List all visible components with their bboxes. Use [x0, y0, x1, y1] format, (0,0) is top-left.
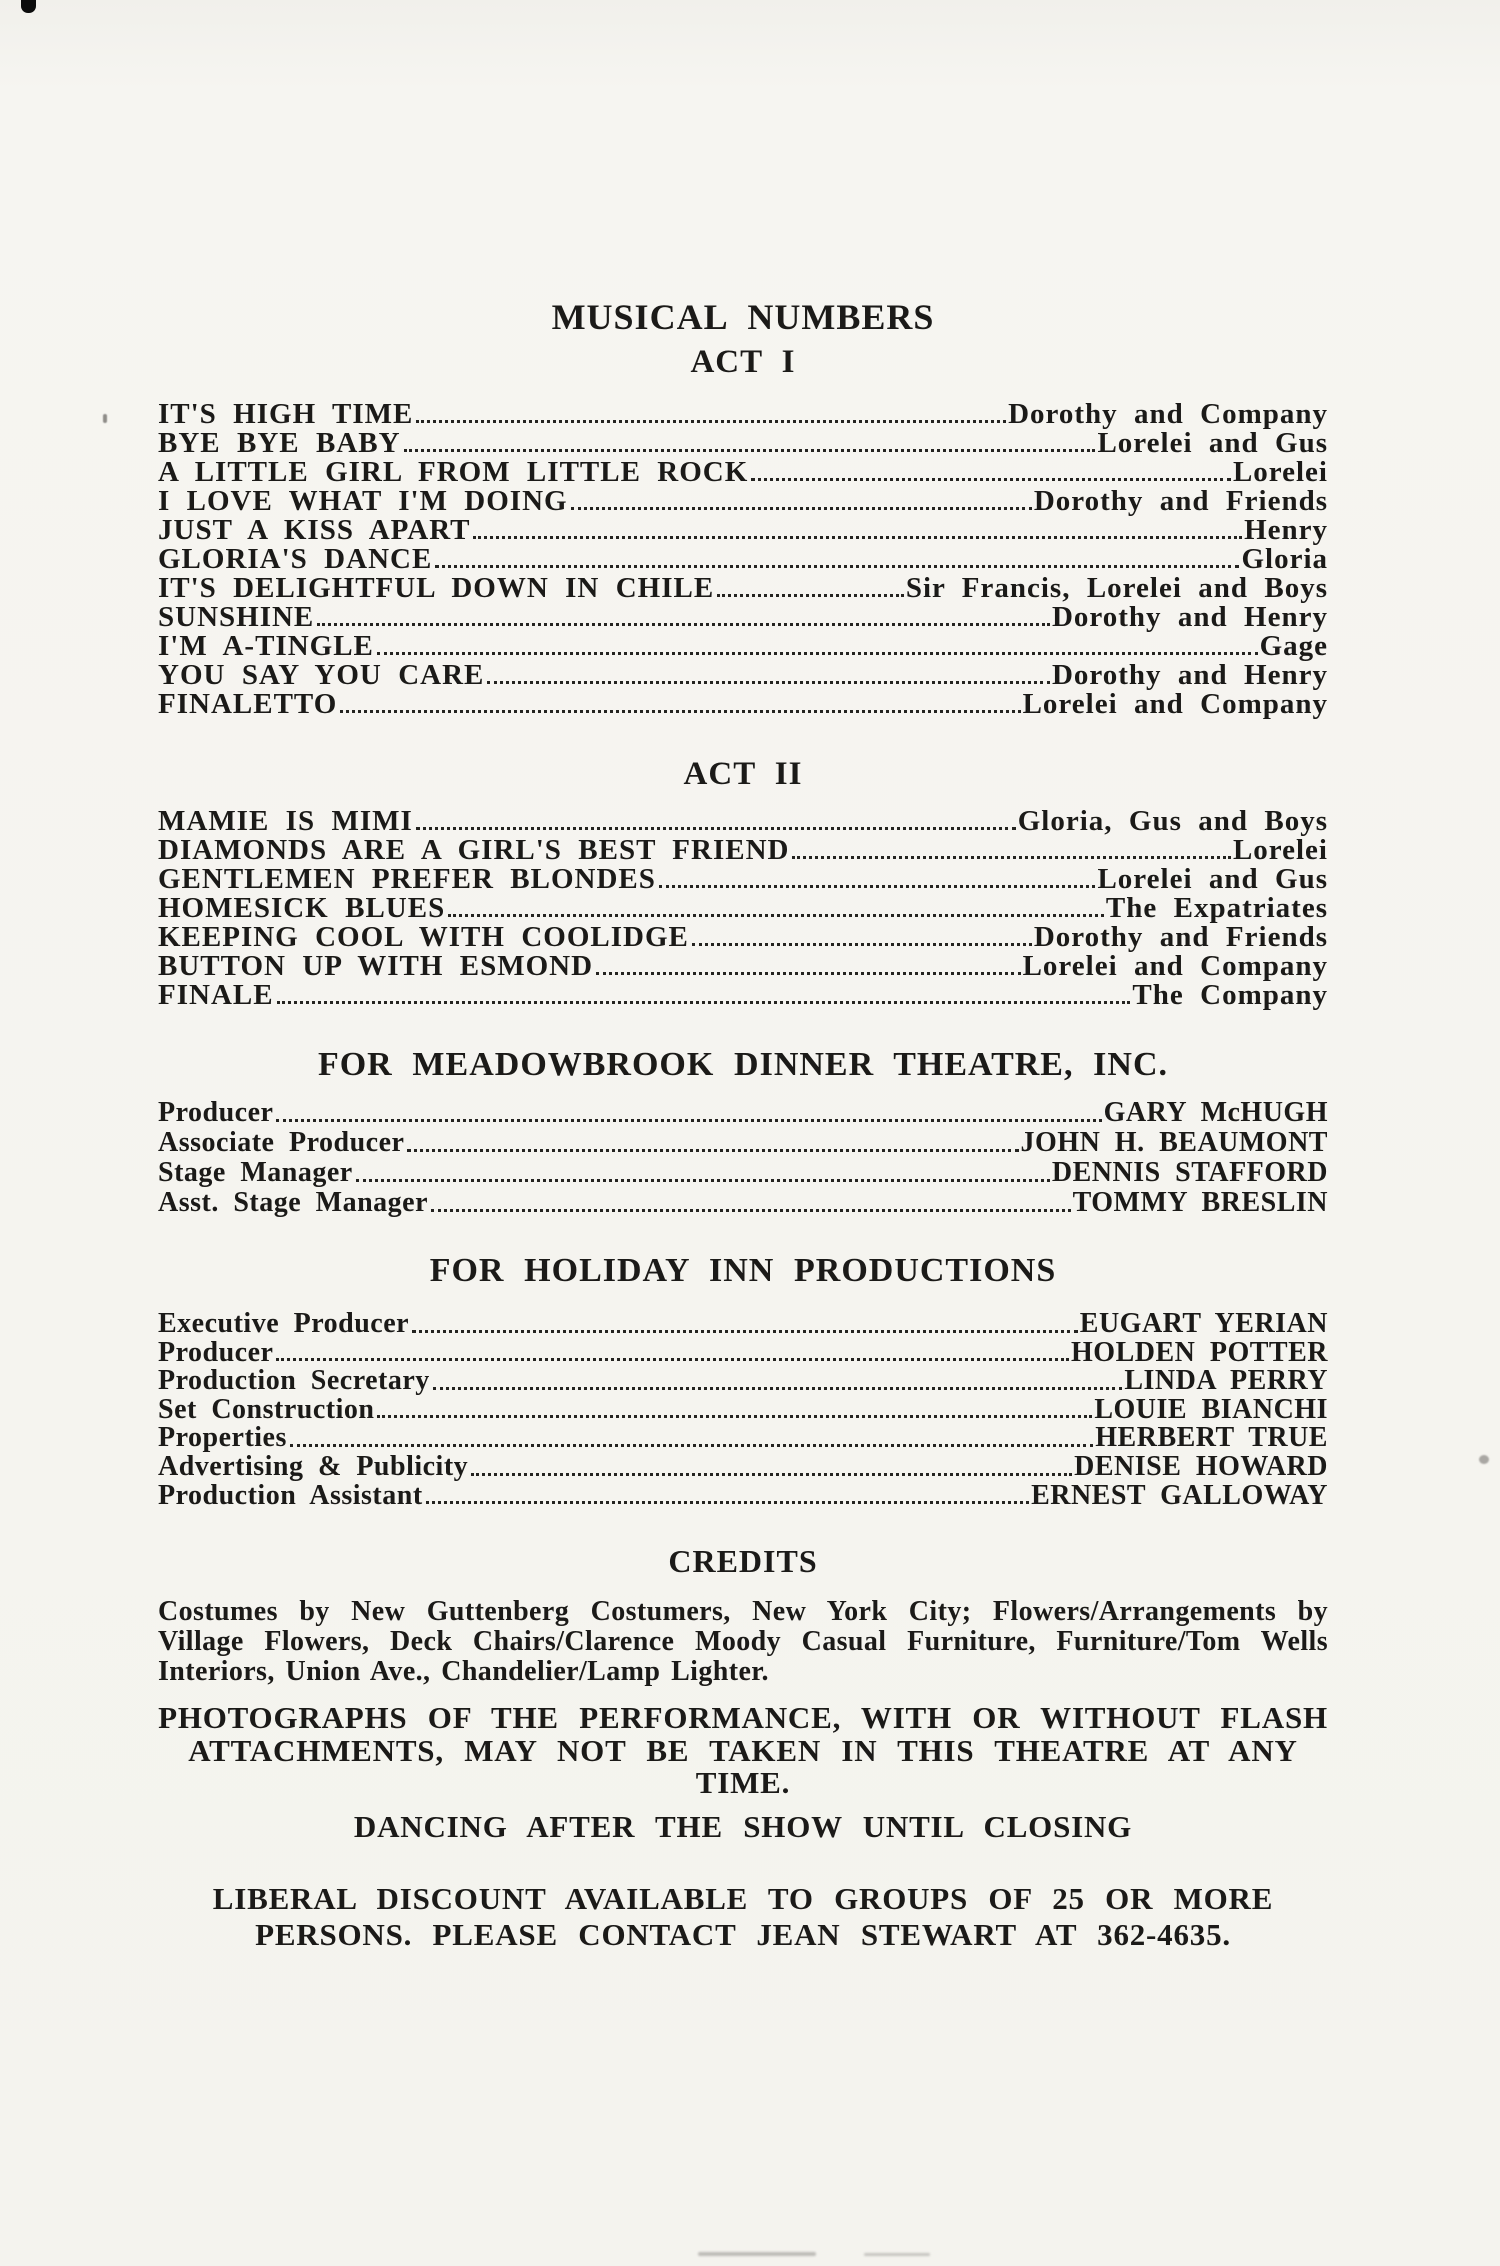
dot-leader — [448, 914, 1104, 917]
dot-leader — [792, 856, 1230, 859]
song-credit: Dorothy and Friends — [1033, 921, 1328, 953]
role-row — [158, 1128, 1328, 1158]
photography-notice-line: PHOTOGRAPHS OF THE PERFORMANCE, WITH OR WITHOUT FLASH — [158, 1700, 1328, 1735]
song-credit: The Company — [1132, 979, 1328, 1011]
photography-notice — [158, 1702, 1328, 1800]
role-row — [158, 1158, 1328, 1188]
role-name: JOHN H. BEAUMONT — [1020, 1127, 1328, 1158]
dot-leader — [317, 623, 1050, 626]
act1-heading: ACT I — [690, 344, 796, 380]
act2-heading: ACT II — [683, 756, 803, 792]
song-title: GENTLEMEN PREFER BLONDES — [158, 863, 656, 895]
photography-notice-line: ATTACHMENTS, MAY NOT BE TAKEN IN THIS THEATRE AT ANY TIME. — [188, 1732, 1298, 1800]
dot-leader — [416, 827, 1016, 830]
role-row — [158, 1310, 1328, 1339]
song-credit: Gage — [1259, 630, 1328, 662]
dot-leader — [276, 1358, 1069, 1361]
dot-leader — [377, 652, 1258, 655]
song-credit: Lorelei — [1232, 456, 1328, 488]
dot-leader — [340, 710, 1020, 713]
act1-song-list — [158, 400, 1328, 719]
song-row — [158, 981, 1328, 1010]
role-name: HERBERT TRUE — [1095, 1422, 1328, 1454]
role-name: EUGART YERIAN — [1079, 1308, 1328, 1339]
credits-line: Costumes by New Guttenberg Costumers, New York City; Flowers/Arrangements by — [158, 1596, 1328, 1627]
song-row — [158, 661, 1328, 690]
scan-artifact-bottom-smudge — [698, 2252, 816, 2256]
song-title: BYE BYE BABY — [158, 427, 401, 459]
role-name: GARY McHUGH — [1103, 1097, 1328, 1128]
song-credit: The Expatriates — [1105, 892, 1328, 924]
song-title: HOMESICK BLUES — [158, 892, 446, 924]
song-credit: Lorelei and Company — [1022, 950, 1328, 982]
song-title: KEEPING COOL WITH COOLIDGE — [158, 921, 689, 953]
role-name: TOMMY BRESLIN — [1072, 1187, 1328, 1218]
scan-artifact-corner-blob — [21, 0, 36, 13]
dot-leader — [433, 1387, 1123, 1390]
role-label: Stage Manager — [158, 1157, 353, 1188]
role-label: Production Secretary — [158, 1365, 430, 1397]
group-discount-line: PERSONS. PLEASE CONTACT JEAN STEWART AT 362-4635. — [255, 1916, 1231, 1952]
song-title: MAMIE IS MIMI — [158, 805, 413, 837]
dot-leader — [751, 478, 1231, 481]
song-title: FINALE — [158, 979, 274, 1011]
role-label: Producer — [158, 1097, 274, 1128]
role-label: Executive Producer — [158, 1308, 410, 1339]
song-row — [158, 952, 1328, 981]
song-row — [158, 836, 1328, 865]
role-name: ERNEST GALLOWAY — [1031, 1479, 1328, 1511]
scan-artifact-bottom-smudge — [864, 2253, 930, 2256]
dot-leader — [407, 1149, 1018, 1152]
role-name: DENISE HOWARD — [1074, 1450, 1328, 1482]
dot-leader — [717, 594, 904, 597]
credits-heading: CREDITS — [668, 1543, 818, 1579]
meadowbrook-role-list — [158, 1098, 1328, 1218]
song-credit: Gloria — [1241, 543, 1328, 575]
page-title: MUSICAL NUMBERS — [551, 297, 935, 337]
dot-leader — [276, 1119, 1101, 1122]
song-title: BUTTON UP WITH ESMOND — [158, 950, 594, 982]
song-credit: Lorelei and Gus — [1097, 427, 1328, 459]
song-title: JUST A KISS APART — [158, 514, 471, 546]
song-title: I LOVE WHAT I'M DOING — [158, 485, 568, 517]
dot-leader — [277, 1001, 1131, 1004]
song-row — [158, 574, 1328, 603]
role-label: Properties — [158, 1422, 287, 1454]
song-title: FINALETTO — [158, 688, 338, 720]
dot-leader — [435, 565, 1239, 568]
song-credit: Henry — [1244, 514, 1328, 546]
song-row — [158, 516, 1328, 545]
song-credit: Dorothy and Company — [1008, 398, 1328, 430]
song-row — [158, 632, 1328, 661]
song-row — [158, 923, 1328, 952]
dot-leader — [431, 1209, 1071, 1212]
scan-artifact-left-speck — [103, 414, 107, 423]
song-credit: Lorelei — [1232, 834, 1328, 866]
song-title: IT'S DELIGHTFUL DOWN IN CHILE — [158, 572, 715, 604]
dot-leader — [356, 1179, 1050, 1182]
dot-leader — [416, 420, 1006, 423]
dot-leader — [659, 885, 1096, 888]
song-title: GLORIA'S DANCE — [158, 543, 433, 575]
song-row — [158, 894, 1328, 923]
role-row — [158, 1450, 1328, 1482]
song-credit: Dorothy and Henry — [1051, 659, 1328, 691]
dot-leader — [487, 681, 1050, 684]
role-row — [158, 1336, 1328, 1368]
song-row — [158, 603, 1328, 632]
role-label: Advertising & Publicity — [158, 1450, 469, 1482]
role-row — [158, 1424, 1328, 1453]
dot-leader — [471, 1473, 1072, 1476]
role-label: Production Assistant — [158, 1479, 423, 1511]
role-name: LOUIE BIANCHI — [1094, 1393, 1328, 1425]
dot-leader — [377, 1415, 1092, 1418]
song-row — [158, 429, 1328, 458]
role-row — [158, 1367, 1328, 1396]
dancing-notice: DANCING AFTER THE SHOW UNTIL CLOSING — [353, 1809, 1133, 1844]
role-row — [158, 1098, 1328, 1128]
act2-song-list — [158, 807, 1328, 1010]
song-title: SUNSHINE — [158, 601, 315, 633]
group-discount-line: LIBERAL DISCOUNT AVAILABLE TO GROUPS OF 25 OR MORE — [212, 1881, 1274, 1916]
credits-line: Interiors, Union Ave., Chandelier/Lamp Lighter. — [158, 1656, 769, 1687]
role-label: Asst. Stage Manager — [158, 1187, 429, 1218]
dot-leader — [571, 507, 1032, 510]
dot-leader — [426, 1501, 1029, 1504]
group-discount-notice — [158, 1881, 1328, 1952]
dot-leader — [412, 1330, 1078, 1333]
song-credit: Gloria, Gus and Boys — [1017, 805, 1328, 837]
dot-leader — [404, 449, 1096, 452]
song-row — [158, 458, 1328, 487]
song-title: YOU SAY YOU CARE — [158, 659, 485, 691]
dot-leader — [290, 1444, 1093, 1447]
song-title: A LITTLE GIRL FROM LITTLE ROCK — [158, 456, 749, 488]
holiday-inn-heading: FOR HOLIDAY INN PRODUCTIONS — [429, 1252, 1057, 1289]
song-row — [158, 807, 1328, 836]
song-credit: Dorothy and Friends — [1033, 485, 1328, 517]
song-row — [158, 865, 1328, 894]
role-row — [158, 1479, 1328, 1511]
song-credit: Lorelei and Gus — [1097, 863, 1328, 895]
holiday-inn-role-list — [158, 1310, 1328, 1510]
dot-leader — [473, 536, 1242, 539]
meadowbrook-heading: FOR MEADOWBROOK DINNER THEATRE, INC. — [317, 1046, 1169, 1083]
song-row — [158, 487, 1328, 516]
role-row — [158, 1188, 1328, 1218]
role-name: HOLDEN POTTER — [1071, 1336, 1328, 1368]
credits-line: Village Flowers, Deck Chairs/Clarence Moody Casual Furniture, Furniture/Tom Wells — [158, 1626, 1328, 1657]
credits-paragraph — [158, 1597, 1328, 1687]
song-credit: Lorelei and Company — [1022, 688, 1328, 720]
dot-leader — [596, 972, 1021, 975]
role-name: DENNIS STAFFORD — [1051, 1157, 1328, 1188]
song-title: DIAMONDS ARE A GIRL'S BEST FRIEND — [158, 834, 790, 866]
song-row — [158, 690, 1328, 719]
song-title: IT'S HIGH TIME — [158, 398, 414, 430]
song-row — [158, 545, 1328, 574]
scan-artifact-right-dot — [1479, 1455, 1489, 1464]
role-label: Set Construction — [158, 1393, 375, 1425]
role-name: LINDA PERRY — [1124, 1365, 1328, 1397]
role-label: Associate Producer — [158, 1127, 405, 1158]
song-title: I'M A-TINGLE — [158, 630, 374, 662]
song-row — [158, 400, 1328, 429]
dot-leader — [692, 943, 1032, 946]
role-label: Producer — [158, 1336, 274, 1368]
song-credit: Dorothy and Henry — [1051, 601, 1328, 633]
song-credit: Sir Francis, Lorelei and Boys — [905, 572, 1328, 604]
role-row — [158, 1393, 1328, 1425]
